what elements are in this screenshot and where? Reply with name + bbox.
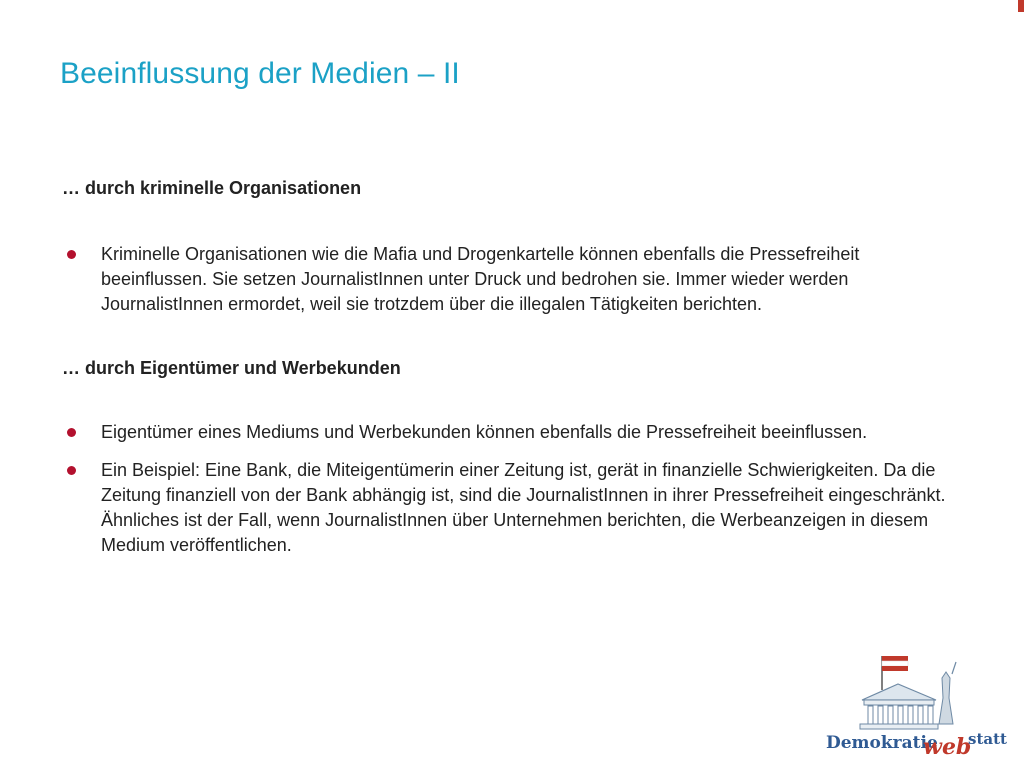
bullet-list-criminal: [62, 242, 962, 317]
bullet-item: [62, 420, 962, 445]
slide-content: [62, 176, 962, 558]
bullet-text: Eigentümer eines Mediums und Werbekunden können ebenfalls die Pressefreiheit beeinflussen.: [101, 422, 868, 442]
bullet-item: [62, 242, 962, 317]
logo-text-left: Demokratie: [826, 733, 938, 753]
section-heading-owners: … durch Eigentümer und Werbekunden: [62, 358, 401, 378]
bullet-dot-icon: [67, 250, 76, 259]
bullet-text: Kriminelle Organisationen wie die Mafia und Drogenkartelle können ebenfalls die Pressefreiheit beeinflussen. Sie setzen JournalistInnen unter Druck und bedrohen sie. Immer wieder werden JournalistInnen ermordet, weil sie trotzdem über die illegalen Tätigkeiten berichten.: [101, 244, 860, 314]
bullet-item: [62, 458, 962, 558]
bullet-dot-icon: [67, 466, 76, 475]
demokratiewebstatt-logo: [820, 648, 1010, 758]
bullet-list-owners: [62, 420, 962, 558]
corner-accent: [1018, 0, 1024, 12]
logo-text-right: statt: [968, 730, 1007, 748]
logo-text-middle: web: [923, 734, 972, 758]
section-heading-criminal: … durch kriminelle Organisationen: [62, 178, 362, 198]
bullet-dot-icon: [67, 428, 76, 437]
bullet-text: Ein Beispiel: Eine Bank, die Miteigentümerin einer Zeitung ist, gerät in finanzielle Schwierigkeiten. Da die Zeitung finanziell von der Bank abhängig ist, sind die JournalistInnen in ihrer Pressefreiheit eingeschränkt. Ähnliches ist der Fall, wenn JournalistInnen über Unternehmen berichten, die Werbeanzeigen in diesem Medium veröffentlichen.: [101, 460, 946, 555]
slide-title: Beeinflussung der Medien – II: [60, 57, 460, 90]
